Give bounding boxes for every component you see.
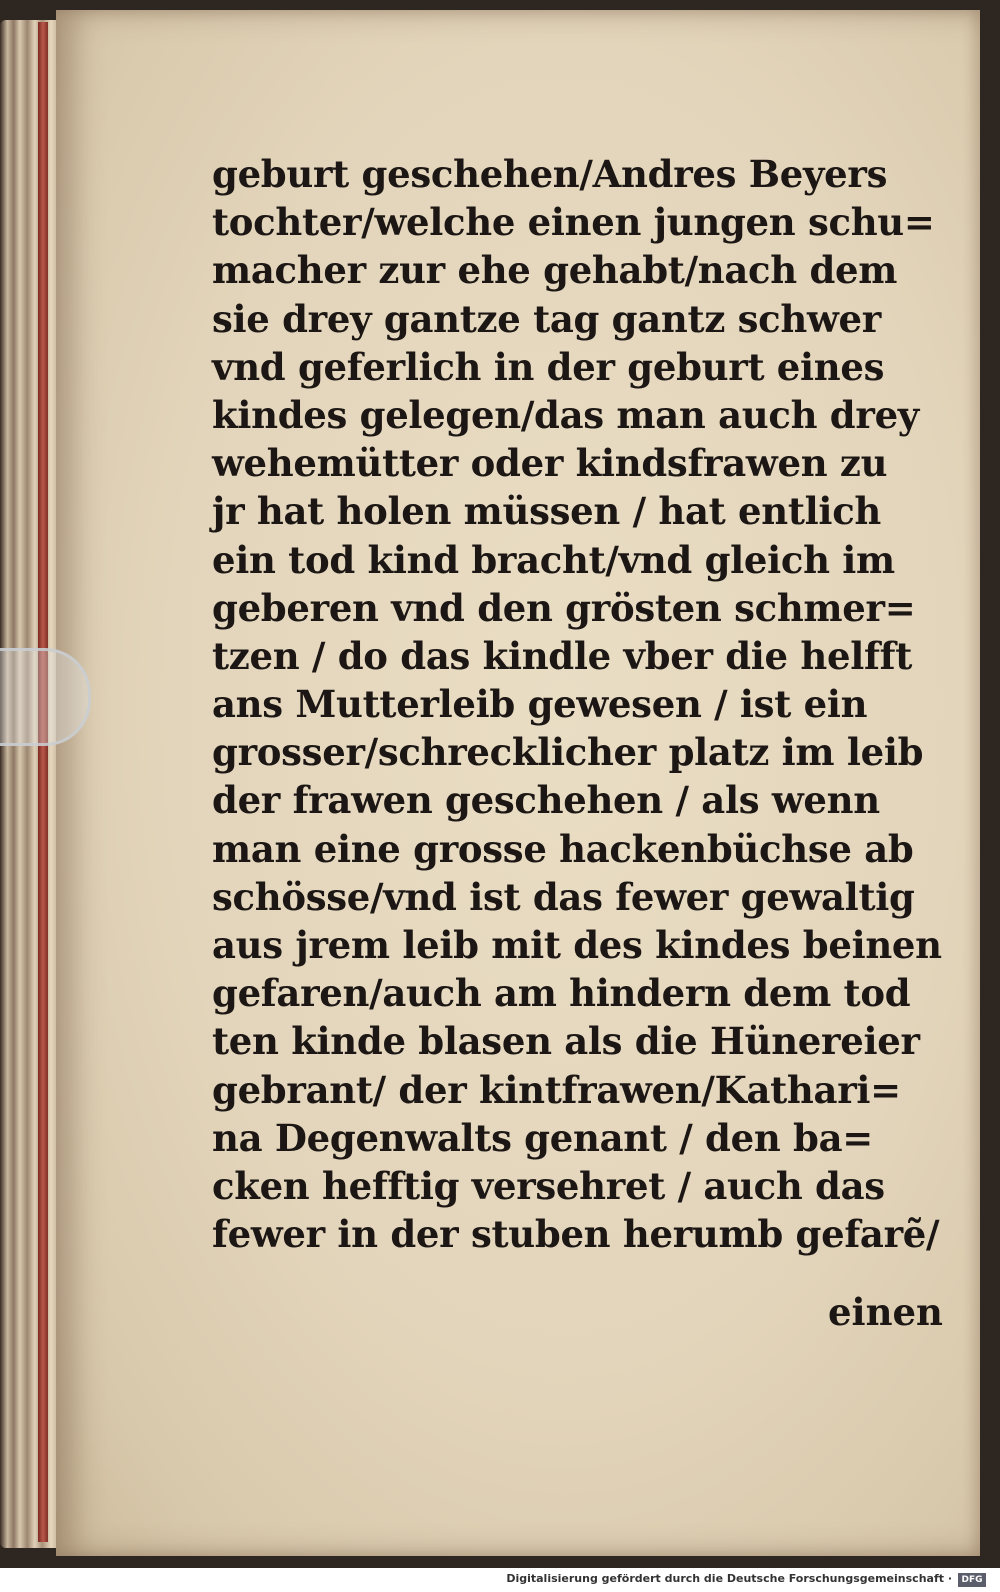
footer-bar (0, 1570, 1000, 1592)
text-line: der frawen geschehen / als wenn (212, 778, 880, 823)
text-line: sie drey gantze tag gantz schwer (212, 296, 881, 341)
page-text (212, 150, 952, 1258)
catchword: einen (828, 1290, 943, 1334)
text-line: kindes gelegen/das man auch drey (212, 392, 920, 437)
text-line: jr hat holen müssen / hat entlich (212, 489, 882, 534)
text-line: geburt geschehen/Andres Beyers (212, 152, 888, 196)
funding-credit: Digitalisierung gefördert durch die Deutsche Forschungsgemeinschaft · (506, 1572, 952, 1585)
text-line: schösse/vnd ist das fewer gewaltig (212, 874, 915, 919)
text-line: gefaren/auch am hindern dem tod (212, 971, 911, 1016)
book-page-edges (0, 20, 62, 1548)
text-line: ein tod kind bracht/vnd gleich im (212, 537, 895, 582)
text-line: fewer in der stuben herumb gefarẽ/ (212, 1212, 940, 1257)
text-line: na Degenwalts genant / den ba= (212, 1115, 873, 1160)
text-line: geberen vnd den grösten schmer= (212, 585, 916, 630)
text-line: vnd geferlich in der geburt eines (212, 344, 885, 389)
text-line: tzen / do das kindle vber die helfft (212, 633, 913, 678)
red-page-edge (38, 22, 48, 1542)
text-line: wehemütter oder kindsfrawen zu (212, 441, 888, 486)
text-line: ans Mutterleib gewesen / ist ein (212, 682, 868, 727)
text-line: ten kinde blasen als die Hünereier (212, 1019, 920, 1064)
text-line: macher zur ehe gehabt/nach dem (212, 248, 898, 293)
dfg-logo: DFG (958, 1573, 986, 1587)
text-line: gebrant/ der kintfrawen/Kathari= (212, 1067, 901, 1112)
page-clip (0, 648, 91, 746)
text-line: cken hefftig versehret / auch das (212, 1163, 885, 1208)
text-line: aus jrem leib mit des kindes beinen (212, 923, 942, 967)
text-line: man eine grosse hackenbüchse ab (212, 826, 914, 871)
text-line: grosser/schrecklicher platz im leib (212, 730, 924, 775)
text-line: tochter/welche einen jungen schu= (212, 200, 935, 245)
